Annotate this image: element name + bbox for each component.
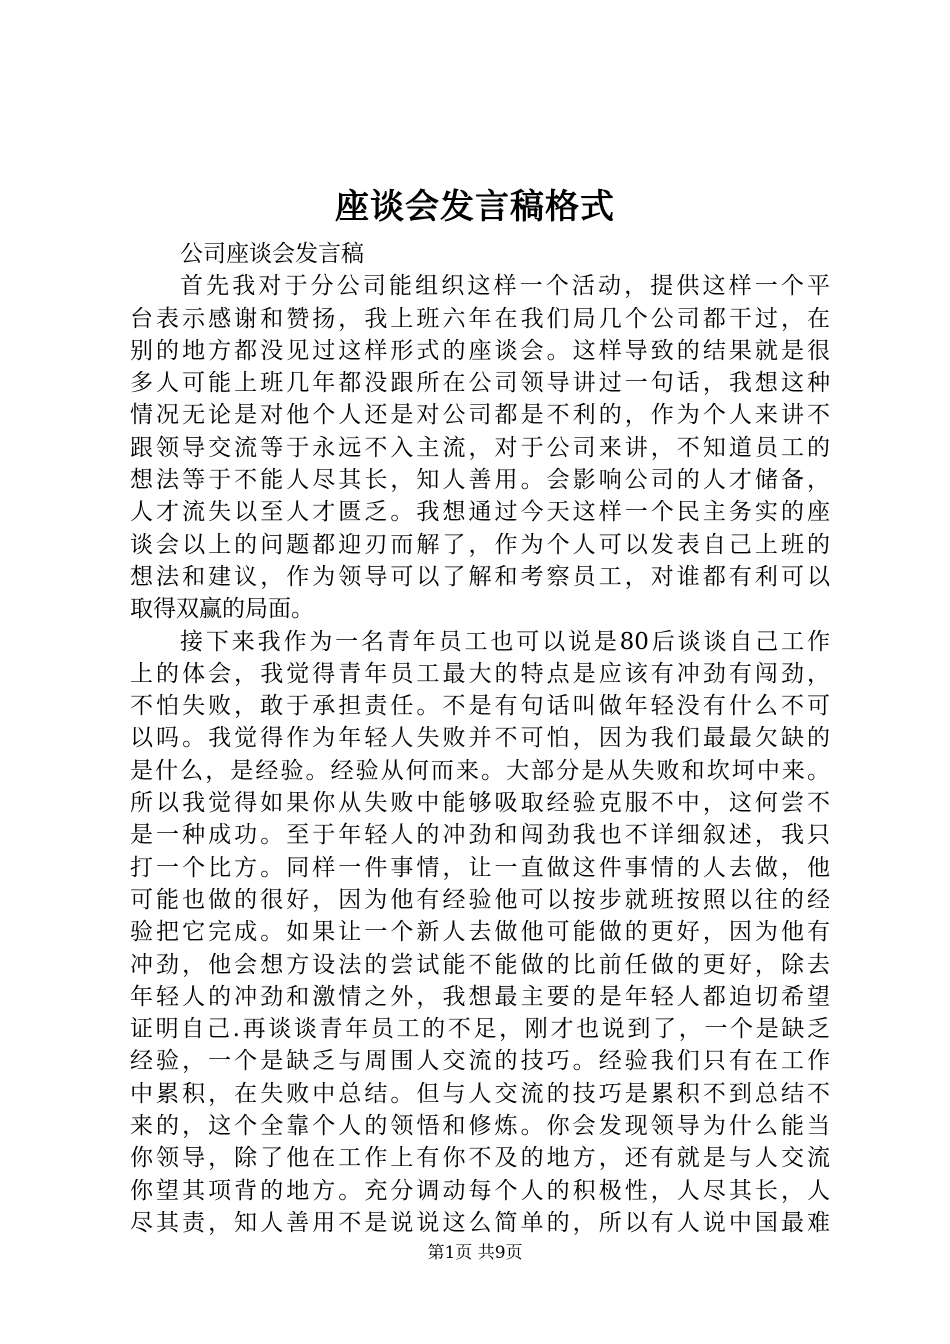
paragraph-line: 经验，一个是缺乏与周围人交流的技巧。经验我们只有在工作: [130, 1048, 830, 1075]
paragraph-line: 跟领导交流等于永远不入主流，对于公司来讲，不知道员工的: [130, 434, 830, 461]
paragraph-line: 以吗。我觉得作为年轻人失败并不可怕，因为我们最最欠缺的: [130, 725, 830, 752]
paragraph-line: 人才流失以至人才匮乏。我想通过今天这样一个民主务实的座: [130, 499, 830, 526]
paragraph-line: 台表示感谢和赞扬，我上班六年在我们局几个公司都干过，在: [130, 305, 830, 332]
paragraph-line: 验把它完成。如果让一个新人去做他可能做的更好，因为他有: [130, 919, 830, 946]
paragraph-line: 多人可能上班几年都没跟所在公司领导讲过一句话，我想这种: [130, 370, 830, 397]
paragraph-line: 取得双赢的局面。: [130, 596, 314, 623]
document-title: 座谈会发言稿格式: [335, 187, 615, 227]
paragraph-line: 你望其项背的地方。充分调动每个人的积极性，人尽其长，人: [130, 1177, 830, 1204]
page-number-footer: 第1页 共9页: [427, 1243, 523, 1263]
paragraph-line: 是一种成功。至于年轻人的冲劲和闯劲我也不详细叙述，我只: [130, 822, 830, 849]
paragraph-line: 不怕失败，敢于承担责任。不是有句话叫做年轻没有什么不可: [130, 693, 830, 720]
subtitle-line: 公司座谈会发言稿: [180, 241, 364, 267]
paragraph-line: 是什么，是经验。经验从何而来。大部分是从失败和坎坷中来。: [130, 757, 830, 784]
paragraph-line: 接下来我作为一名青年员工也可以说是80后谈谈自己工作: [180, 628, 830, 655]
paragraph-line: 你领导，除了他在工作上有你不及的地方，还有就是与人交流: [130, 1145, 830, 1172]
paragraph-line: 别的地方都没见过这样形式的座谈会。这样导致的结果就是很: [130, 337, 830, 364]
paragraph-line: 来的，这个全靠个人的领悟和修炼。你会发现领导为什么能当: [130, 1113, 830, 1140]
paragraph-line: 所以我觉得如果你从失败中能够吸取经验克服不中，这何尝不: [130, 790, 830, 817]
paragraph-line: 上的体会，我觉得青年员工最大的特点是应该有冲劲有闯劲，: [130, 660, 830, 687]
paragraph-line: 谈会以上的问题都迎刃而解了，作为个人可以发表自己上班的: [130, 531, 830, 558]
paragraph-line: 尽其责，知人善用不是说说这么简单的，所以有人说中国最难: [130, 1209, 830, 1236]
paragraph-line: 中累积，在失败中总结。但与人交流的技巧是累积不到总结不: [130, 1080, 830, 1107]
paragraph-line: 情况无论是对他个人还是对公司都是不利的，作为个人来讲不: [130, 402, 830, 429]
paragraph-line: 打一个比方。同样一件事情，让一直做这件事情的人去做，他: [130, 854, 830, 881]
paragraph-line: 想法等于不能人尽其长，知人善用。会影响公司的人才储备，: [130, 467, 830, 494]
paragraph-line: 冲劲，他会想方设法的尝试能不能做的比前任做的更好，除去: [130, 951, 830, 978]
paragraph-line: 年轻人的冲劲和激情之外，我想最主要的是年轻人都迫切希望: [130, 983, 830, 1010]
paragraph-line: 首先我对于分公司能组织这样一个活动，提供这样一个平: [180, 273, 830, 300]
paragraph-line: 可能也做的很好，因为他有经验他可以按步就班按照以往的经: [130, 886, 830, 913]
paragraph-line: 想法和建议，作为领导可以了解和考察员工，对谁都有利可以: [130, 563, 830, 590]
document-body: [130, 238, 830, 1239]
paragraph-line: 证明自己.再谈谈青年员工的不足，刚才也说到了，一个是缺乏: [130, 1016, 830, 1043]
